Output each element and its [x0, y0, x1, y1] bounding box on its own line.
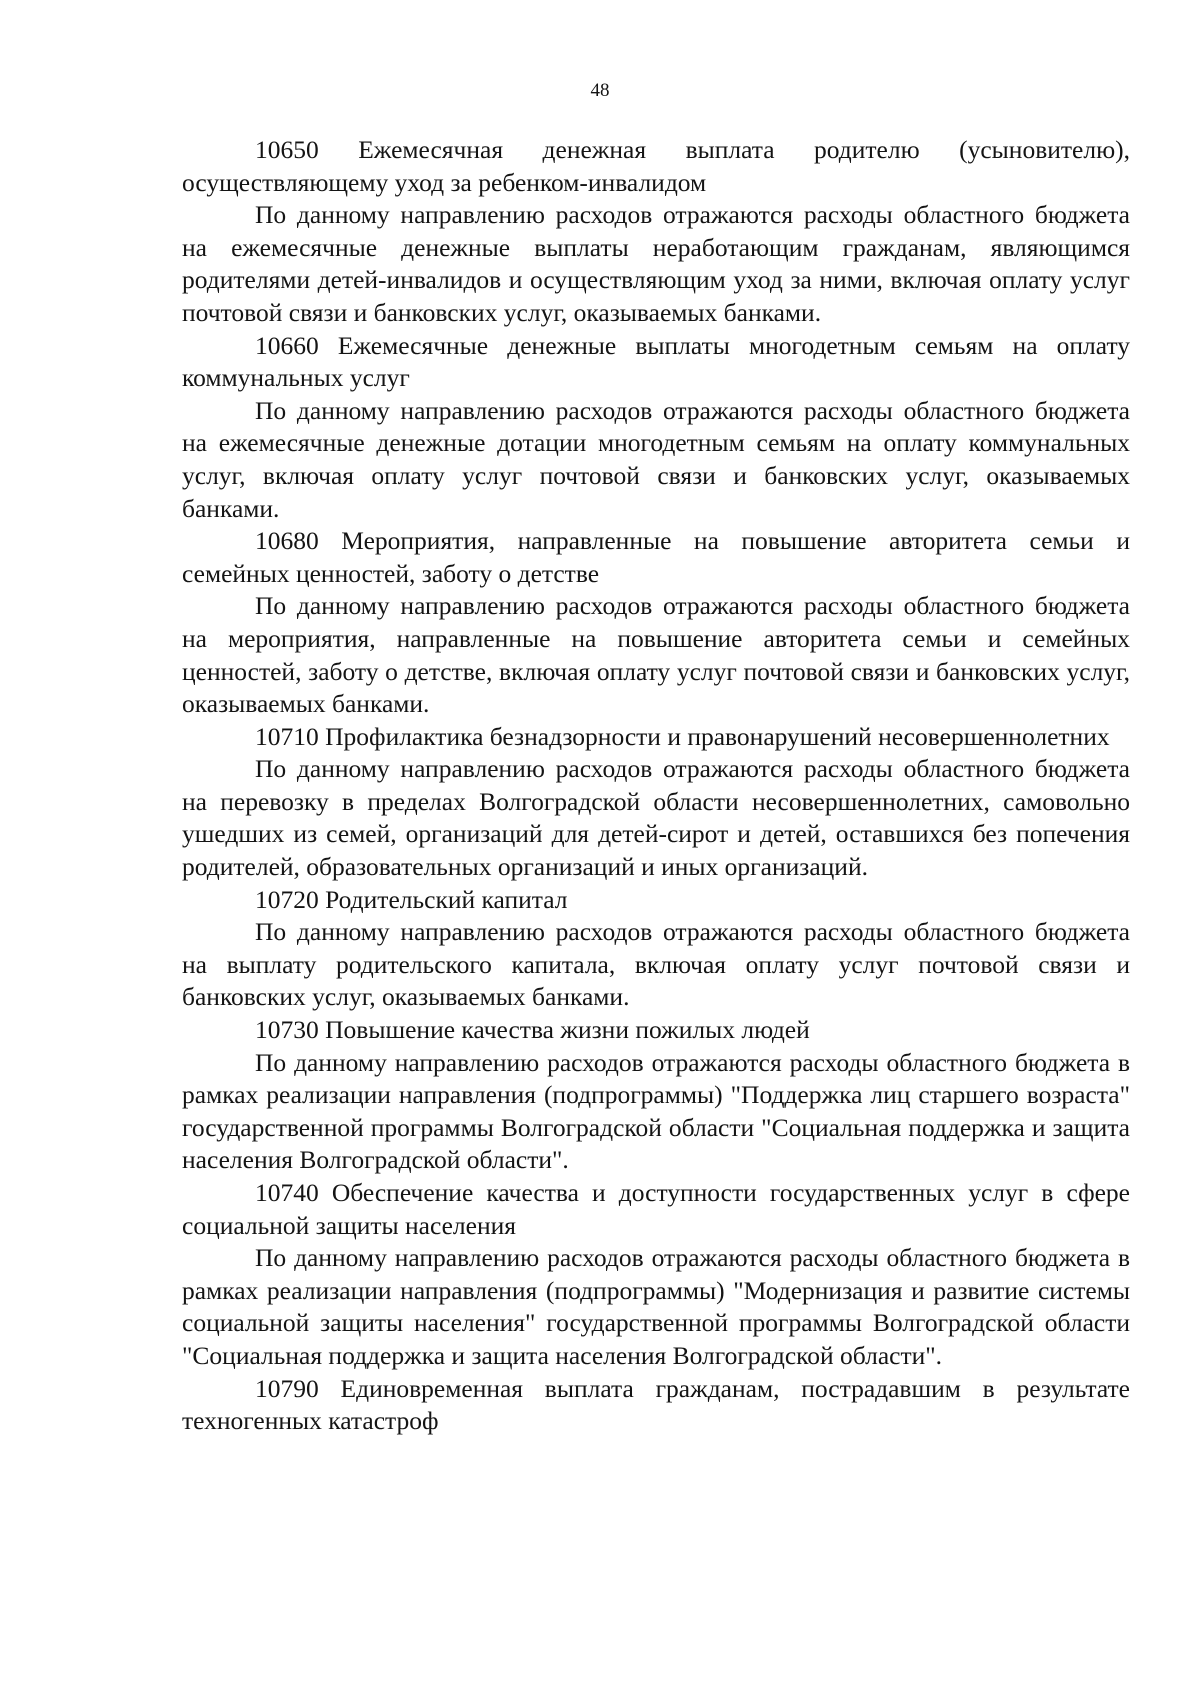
document-body — [182, 134, 1130, 1438]
paragraph-10680-heading: 10680 Мероприятия, направленные на повышение авторитета семьи и семейных ценностей, заботу о детстве — [182, 526, 1130, 588]
paragraph-10730-heading: 10730 Повышение качества жизни пожилых людей — [255, 1015, 810, 1045]
paragraph-10650-description: По данному направлению расходов отражаются расходы областного бюджета на ежемесячные денежные выплаты неработающим гражданам, являющимся родителями детей-инвалидов и осуществляющим уход за ними, включая оплату услуг почтовой связи и банковских услуг, оказываемых банками. — [182, 200, 1130, 327]
paragraph-10660-heading: 10660 Ежемесячные денежные выплаты многодетным семьям на оплату коммунальных услуг — [182, 330, 1130, 393]
paragraph-10790-heading: 10790 Единовременная выплата гражданам, пострадавшим в результате техногенных катастроф — [182, 1373, 1130, 1436]
page-number: 48 — [590, 80, 610, 101]
paragraph-10720-heading: 10720 Родительский капитал — [255, 884, 568, 914]
paragraph-10650-heading: 10650 Ежемесячная денежная выплата родителю (усыновителю), осуществляющему уход за ребенком-инвалидом — [182, 135, 1130, 197]
paragraph-10740-description: По данному направлению расходов отражаются расходы областного бюджета в рамках реализации направления (подпрограммы) "Модернизация и развитие системы социальной защиты населения" государственной программы Волгоградской области "Социальная поддержка и защита населения Волгоградской области". — [182, 1243, 1130, 1370]
paragraph-10730-description: По данному направлению расходов отражаются расходы областного бюджета в рамках реализации направления (подпрограммы) "Поддержка лиц старшего возраста" государственной программы Волгоградской области "Социальная поддержка и защита населения Волгоградской области". — [182, 1047, 1130, 1175]
paragraph-10740-heading: 10740 Обеспечение качества и доступности государственных услуг в сфере социальной защиты населения — [182, 1178, 1130, 1240]
paragraph-10710-description: По данному направлению расходов отражаются расходы областного бюджета на перевозку в пределах Волгоградской области несовершеннолетних, самовольно ушедших из семей, организаций для детей-сирот и детей, оставшихся без попечения родителей, образовательных организаций и иных организаций. — [182, 754, 1130, 882]
paragraph-10720-description: По данному направлению расходов отражаются расходы областного бюджета на выплату родительского капитала, включая оплату услуг почтовой связи и банковских услуг, оказываемых банками. — [182, 917, 1130, 1012]
paragraph-10660-description: По данному направлению расходов отражаются расходы областного бюджета на ежемесячные денежные дотации многодетным семьям на оплату коммунальных услуг, включая оплату услуг почтовой связи и банковских услуг, оказываемых банками. — [182, 395, 1130, 523]
paragraph-10710-heading: 10710 Профилактика безнадзорности и правонарушений несовершеннолетних — [255, 721, 1110, 751]
paragraph-10680-description: По данному направлению расходов отражаются расходы областного бюджета на мероприятия, направленные на повышение авторитета семьи и семейных ценностей, заботу о детстве, включая оплату услуг почтовой связи и банковских услуг, оказываемых банками. — [182, 591, 1130, 719]
